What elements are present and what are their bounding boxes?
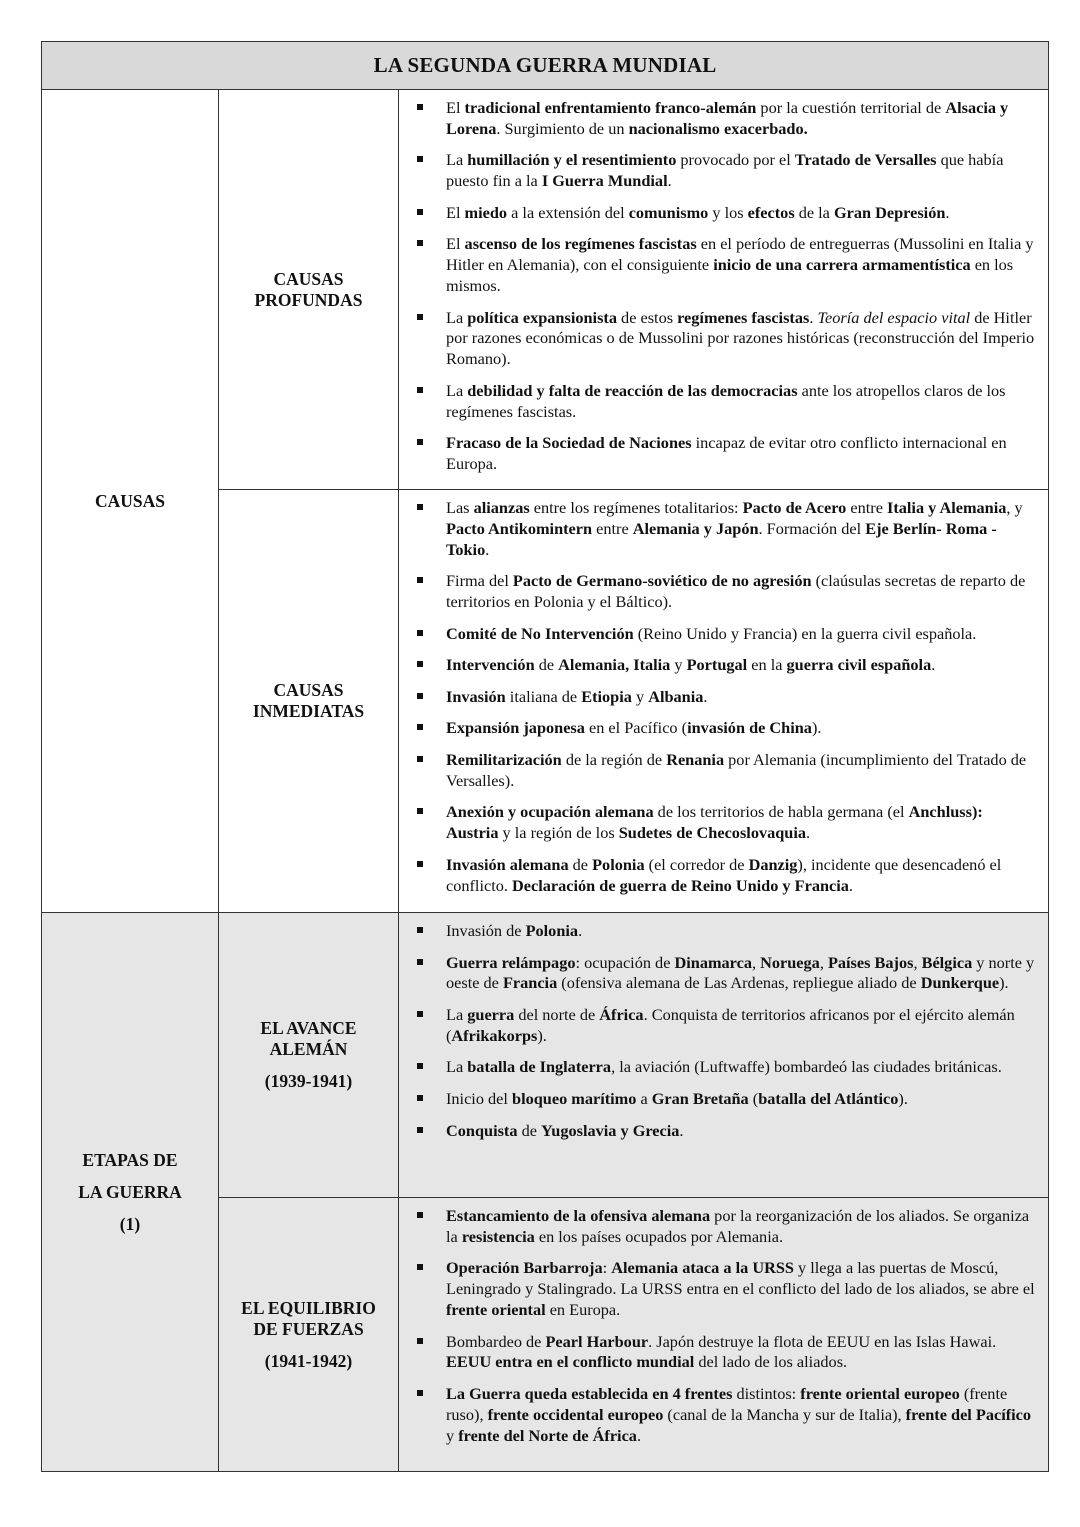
bullet-text: Conquista — [446, 1120, 518, 1140]
bullet-text: nacionalismo exacerbado. — [628, 118, 808, 138]
bullet-text: Anexión y ocupación alemana — [446, 802, 654, 822]
bullet-item — [446, 1057, 1038, 1078]
bullet-text: . Conquista de territorios africanos por el ejército alemán ( — [446, 1004, 1015, 1045]
bullet-text: : ocupación de — [575, 952, 675, 972]
bullet-text: inicio de una carrera armamentística — [713, 255, 971, 275]
bullet-text: Teoría del espacio vital — [817, 307, 971, 327]
bullet-text: Dunkerque — [920, 973, 1000, 993]
bullet-item — [446, 1384, 1038, 1446]
bullet-text: ante los atropellos claros de los regímenes fascistas. — [446, 380, 1006, 421]
bullet-text: Alsacia y Lorena — [446, 98, 1009, 138]
group-items-causas-inmediatas — [399, 490, 1049, 913]
bullet-text: por la cuestión territorial de — [756, 98, 946, 117]
bullet-text: Afrikakorps — [451, 1025, 538, 1045]
bullet-text: Yugoslavia y Grecia — [541, 1120, 680, 1140]
bullet-text: . — [848, 875, 853, 895]
bullet-text: de la región de — [561, 749, 667, 769]
bullet-text: y — [631, 686, 649, 706]
bullet-item — [446, 203, 1038, 224]
group-label-line: CAUSAS — [273, 268, 344, 289]
bullet-text: La — [446, 1004, 468, 1024]
bullet-item — [446, 655, 1038, 676]
bullet-text: alianzas — [473, 498, 530, 517]
bullet-text: efectos — [747, 202, 795, 222]
bullet-text: Alemania ataca a la URSS — [611, 1258, 794, 1278]
bullet-list — [446, 498, 1038, 896]
bullet-item — [446, 98, 1038, 140]
group-label-causas-profundas — [219, 90, 399, 490]
group-label-line: EL AVANCE — [260, 1018, 357, 1038]
bullet-text: entre — [846, 498, 887, 517]
bullet-text: La — [446, 1057, 468, 1077]
group-items-equilibrio-fuerzas — [399, 1198, 1049, 1472]
bullet-text: , — [819, 952, 828, 972]
bullet-text: (el corredor de — [644, 854, 749, 874]
bullet-text: . — [703, 686, 708, 706]
bullet-text: regímenes fascistas — [677, 307, 810, 327]
bullet-text: I Guerra Mundial — [541, 171, 668, 191]
bullet-text: y — [670, 655, 687, 675]
bullet-text: . — [578, 921, 583, 940]
bullet-text: Inicio del — [446, 1088, 513, 1108]
bullet-text: Italia y Alemania — [887, 498, 1007, 517]
bullet-text: por Alemania (incumplimiento del Tratado de Versalles). — [446, 749, 1027, 790]
bullet-text: Gran Bretaña — [651, 1088, 749, 1108]
bullet-text: en Europa. — [545, 1299, 621, 1319]
bullet-text: Invasión de — [446, 921, 526, 940]
bullet-item — [446, 802, 1038, 844]
bullet-text: Invasión — [446, 686, 506, 706]
bullet-text: África — [599, 1004, 644, 1024]
bullet-text: , — [751, 952, 761, 972]
bullet-item — [446, 308, 1038, 370]
bullet-text: Operación Barbarroja — [446, 1258, 603, 1278]
bullet-text: de la — [794, 202, 834, 222]
bullet-item — [446, 1121, 1038, 1142]
group-label-equilibrio-fuerzas — [219, 1198, 399, 1472]
bullet-text: ( — [748, 1088, 759, 1108]
bullet-text: entre los regímenes totalitarios: — [529, 498, 743, 517]
bullet-text: que había puesto fin a la — [446, 150, 1004, 191]
bullet-text: Países Bajos — [827, 952, 914, 972]
group-years: (1939-1941) — [264, 1071, 353, 1091]
bullet-item — [446, 855, 1038, 897]
bullet-text: Sudetes de Checoslovaquia — [618, 823, 807, 843]
bullet-text: La — [446, 307, 468, 327]
bullet-text: resistencia — [461, 1226, 535, 1246]
bullet-text: provocado por el — [676, 150, 795, 170]
bullet-text: La — [446, 150, 468, 170]
bullet-text: Polonia — [592, 854, 645, 874]
bullet-text: frente oriental — [446, 1299, 546, 1319]
bullet-item — [446, 687, 1038, 708]
bullet-text: frente del Pacífico — [905, 1404, 1032, 1424]
bullet-text: EEUU entra en el conflicto mundial — [446, 1352, 695, 1372]
bullet-text: : — [602, 1258, 612, 1278]
bullet-text: . Japón destruye la flota de EEUU en las Islas Hawai. — [648, 1331, 997, 1351]
group-items-causas-profundas — [399, 90, 1049, 490]
bullet-text: Portugal — [686, 655, 748, 675]
bullet-item — [446, 571, 1038, 613]
bullet-text: en el período de entreguerras (Mussolini en Italia y Hitler en Alemania), con el consiguiente — [446, 234, 1034, 275]
bullet-text: miedo — [464, 202, 508, 222]
bullet-text: ), incidente que desencadenó el conflicto. — [446, 854, 1002, 895]
summary-table — [41, 41, 1049, 1472]
bullet-text: tradicional enfrentamiento franco-alemán — [464, 98, 757, 117]
bullet-text: ascenso de los regímenes fascistas — [464, 234, 697, 254]
bullet-text: Pacto de Germano-soviético de no agresión — [512, 571, 812, 591]
section-label-line: LA GUERRA — [78, 1182, 182, 1202]
group-label-line: CAUSAS — [273, 680, 344, 700]
bullet-text: del norte de — [514, 1004, 600, 1024]
bullet-text: . Formación del — [758, 518, 866, 538]
group-label-line: EL EQUILIBRIO — [241, 1297, 376, 1318]
bullet-text: incapaz de evitar otro conflicto internacional en Europa. — [446, 433, 1007, 473]
bullet-text: de Hitler por razones económicas o de Mussolini por razones históricas (reconstrucción del Imperio Romano). — [446, 307, 1035, 369]
bullet-text: comunismo — [628, 202, 709, 222]
bullet-text: y llega a las puertas de Moscú, Leningrado y Stalingrado. La URSS entra en el conflicto del lado de los aliados, se abre el — [446, 1258, 1035, 1299]
bullet-text: Firma del — [446, 571, 513, 591]
bullet-text: frente occidental europeo — [487, 1404, 664, 1424]
bullet-text: Alemania, Italia — [558, 655, 671, 675]
bullet-text: El — [446, 234, 465, 254]
bullet-text: Comité de No Intervención — [446, 623, 634, 643]
bullet-text: Austria — [446, 823, 499, 843]
bullet-text: La — [446, 380, 468, 400]
group-label-line: DE FUERZAS — [253, 1318, 364, 1339]
bullet-text: Alemania y Japón — [632, 518, 759, 538]
bullet-text: Declaración de guerra de Reino Unido y Francia — [512, 875, 849, 895]
bullet-item — [446, 1258, 1038, 1320]
section-label-text: CAUSAS — [94, 491, 166, 511]
bullet-text: Etiopia — [581, 686, 632, 706]
bullet-text: El — [446, 202, 465, 222]
bullet-text: política expansionista — [467, 307, 617, 327]
bullet-item — [446, 921, 1038, 942]
bullet-text: italiana de — [505, 686, 582, 706]
bullet-text: a la extensión del — [507, 202, 629, 222]
bullet-text: debilidad y falta de reacción de las democracias — [467, 380, 798, 400]
group-label-avance-aleman — [219, 913, 399, 1198]
bullet-text: (claúsulas secretas de reparto de territorios en Polonia y el Báltico). — [446, 571, 1026, 611]
bullet-text: , la aviación (Luftwaffe) bombardeó las ciudades británicas. — [611, 1057, 1002, 1077]
bullet-text: distintos: — [732, 1383, 801, 1403]
bullet-item — [446, 1005, 1038, 1047]
bullet-item — [446, 718, 1038, 739]
page-title: LA SEGUNDA GUERRA MUNDIAL — [42, 42, 1049, 90]
bullet-text: Noruega — [760, 952, 820, 972]
bullet-text: Las — [446, 498, 474, 517]
bullet-text: Danzig — [748, 854, 798, 874]
bullet-text: guerra — [467, 1004, 515, 1024]
bullet-text: guerra civil española — [786, 655, 932, 675]
bullet-text: Tratado de Versalles — [794, 150, 937, 170]
bullet-text: y los — [708, 202, 748, 222]
group-label-line: PROFUNDAS — [254, 289, 363, 310]
bullet-text: bloqueo marítimo — [512, 1088, 637, 1108]
bullet-text: batalla de Inglaterra — [467, 1057, 612, 1077]
bullet-item — [446, 624, 1038, 645]
bullet-text: Renania — [666, 749, 725, 769]
bullet-text: Expansión japonesa — [446, 718, 585, 738]
bullet-text: y la región de los — [498, 823, 619, 843]
bullet-text: de — [534, 655, 559, 675]
bullet-text: . — [485, 539, 490, 559]
bullet-text: invasión de China — [687, 718, 812, 738]
section-label-causas — [42, 90, 219, 913]
bullet-item — [446, 498, 1038, 560]
bullet-text: a — [636, 1088, 652, 1108]
bullet-text: Francia — [502, 973, 558, 993]
bullet-item — [446, 381, 1038, 423]
bullet-text: . — [945, 202, 950, 222]
bullet-text: batalla del Atlántico — [758, 1088, 899, 1108]
bullet-item — [446, 953, 1038, 995]
bullet-text: de — [517, 1120, 542, 1140]
group-label-line: ALEMÁN — [269, 1039, 348, 1059]
bullet-text: Eje Berlín- Roma -Tokio — [446, 518, 997, 559]
bullet-text: frente del Norte de África — [458, 1425, 637, 1445]
bullet-text: y norte y oeste de — [446, 952, 1035, 993]
bullet-text: y — [446, 1425, 459, 1445]
bullet-text: Pacto Antikomintern — [446, 518, 593, 538]
bullet-text: (Reino Unido y Francia) en la guerra civil española. — [633, 623, 977, 643]
bullet-text: . — [667, 171, 672, 191]
bullet-text: Pearl Harbour — [545, 1331, 649, 1351]
bullet-item — [446, 150, 1038, 192]
bullet-text: de los territorios de habla germana (el — [653, 802, 909, 822]
bullet-text: (frente ruso), — [446, 1383, 1008, 1424]
bullet-text: del lado de los aliados. — [694, 1352, 848, 1372]
group-years: (1941-1942) — [264, 1350, 353, 1371]
bullet-text: , — [913, 952, 922, 972]
bullet-text: La Guerra queda establecida en 4 frentes — [446, 1383, 733, 1403]
bullet-text: Albania — [648, 686, 704, 706]
bullet-text: Fracaso de la Sociedad de Naciones — [446, 433, 692, 453]
bullet-text: Remilitarización — [446, 749, 562, 769]
bullet-text: (ofensiva alemana de Las Ardenas, repliegue aliado de — [557, 973, 921, 993]
bullet-text: . — [806, 823, 811, 843]
bullet-item — [446, 750, 1038, 792]
bullet-text: El — [446, 98, 465, 117]
bullet-item — [446, 1332, 1038, 1374]
bullet-text: Gran Depresión — [833, 202, 946, 222]
bullet-text: en la — [747, 655, 787, 675]
bullet-text: Intervención — [446, 655, 535, 675]
bullet-text: Bélgica — [921, 952, 973, 972]
bullet-text: . Surgimiento de un — [496, 118, 629, 138]
bullet-text: en el Pacífico ( — [584, 718, 688, 738]
bullet-text: ). — [537, 1025, 547, 1045]
group-label-causas-inmediatas — [219, 490, 399, 913]
bullet-text: humillación y el resentimiento — [467, 150, 677, 170]
bullet-text: Pacto de Acero — [742, 498, 847, 517]
bullet-text: por la reorganización de los aliados. Se organiza la — [446, 1206, 1030, 1246]
bullet-item — [446, 1089, 1038, 1110]
bullet-text: . — [636, 1425, 642, 1445]
bullet-text: en los mismos. — [446, 255, 1014, 295]
section-label-line: (1) — [119, 1214, 141, 1234]
bullet-text: Invasión alemana — [446, 854, 569, 874]
bullet-item — [446, 433, 1038, 475]
bullet-text: Bombardeo de — [446, 1331, 546, 1351]
group-label-line: INMEDIATAS — [252, 701, 365, 721]
bullet-item — [446, 234, 1038, 296]
bullet-list — [446, 1206, 1038, 1446]
bullet-text: en los países ocupados por Alemania. — [534, 1226, 784, 1246]
bullet-text: de — [568, 854, 593, 874]
section-label-etapas — [42, 913, 219, 1472]
bullet-text: ). — [999, 973, 1009, 993]
bullet-text: de estos — [616, 307, 678, 327]
bullet-text: (canal de la Mancha y sur de Italia), — [663, 1404, 906, 1424]
bullet-text: . — [809, 307, 818, 327]
bullet-text: ). — [811, 718, 822, 738]
bullet-text: Dinamarca — [674, 952, 752, 972]
bullet-text: Polonia — [525, 921, 579, 940]
bullet-text: Anchluss — [908, 802, 972, 822]
bullet-text: . — [679, 1120, 684, 1140]
bullet-text: frente oriental europeo — [800, 1383, 960, 1403]
bullet-text: entre — [592, 518, 633, 538]
bullet-text: ). — [898, 1088, 908, 1108]
bullet-text: ): — [971, 802, 983, 822]
section-label-line: ETAPAS DE — [82, 1150, 178, 1170]
bullet-text: Estancamiento de la ofensiva alemana — [446, 1206, 711, 1225]
group-items-avance-aleman — [399, 913, 1049, 1198]
bullet-item — [446, 1206, 1038, 1248]
bullet-text: Guerra relámpago — [446, 952, 576, 972]
bullet-text: , y — [1006, 498, 1023, 517]
bullet-list — [446, 921, 1038, 1141]
bullet-text: . — [931, 655, 936, 675]
bullet-list — [446, 98, 1038, 475]
